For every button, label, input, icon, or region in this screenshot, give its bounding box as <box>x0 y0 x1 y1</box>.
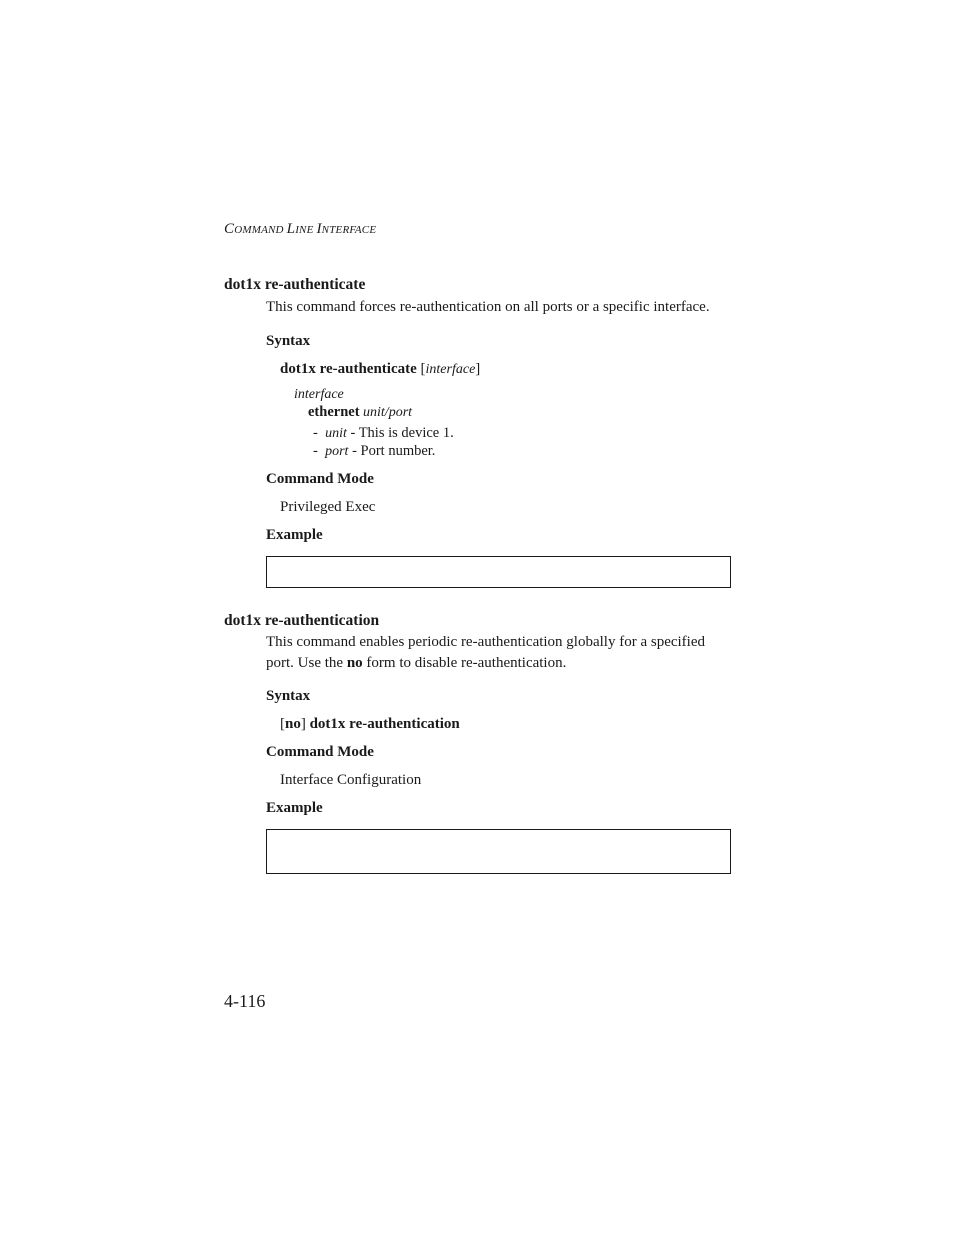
section1-mode-heading: Command Mode <box>266 471 374 487</box>
section1-param-item <box>313 443 435 460</box>
param-item-name: unit <box>325 426 347 441</box>
section1-example-box <box>266 556 731 588</box>
running-header-cap: I <box>316 221 322 237</box>
section2-description-part2: form to disable re-authentication. <box>362 655 567 671</box>
syntax-bracket-close: ] <box>300 716 310 732</box>
section1-param-item <box>313 425 454 442</box>
section2-description <box>266 632 736 674</box>
param-item-desc: - This is device 1. <box>346 425 454 441</box>
section2-syntax-no: no <box>285 716 301 732</box>
section2-syntax-command: dot1x re-authentication <box>309 716 460 732</box>
running-header-rest: OMMAND <box>234 224 287 236</box>
param-item-name: port <box>325 444 349 459</box>
section2-example-box <box>266 829 731 874</box>
section1-param-name: interface <box>294 387 344 402</box>
running-header <box>224 221 376 238</box>
section1-syntax-command: dot1x re-authenticate <box>280 361 417 377</box>
syntax-bracket-open: [ <box>416 361 426 377</box>
running-header-rest: INE <box>295 224 317 236</box>
list-dash: - <box>313 443 318 459</box>
section2-syntax-heading: Syntax <box>266 688 311 704</box>
section2-description-part1: This command enables periodic re-authentication globally for a specified port. Use the <box>266 634 706 671</box>
section1-syntax-heading: Syntax <box>266 333 311 349</box>
section1-param-keyword-arg: unit/port <box>359 405 413 420</box>
section2-syntax-line <box>280 716 460 733</box>
running-header-cap: L <box>286 221 296 237</box>
list-dash: - <box>313 425 318 441</box>
section1-param-keyword: ethernet <box>308 404 360 420</box>
section1-example-heading: Example <box>266 527 323 543</box>
running-header-cap: C <box>224 221 235 237</box>
section2-description-keyword: no <box>346 655 363 671</box>
section2-mode-value: Interface Configuration <box>280 772 422 788</box>
section2-mode-heading: Command Mode <box>266 744 374 760</box>
section1-param-keyword-line <box>308 404 412 421</box>
page-number: 4-116 <box>224 991 266 1011</box>
running-header-rest: NTERFACE <box>321 224 377 236</box>
syntax-bracket-open: [ <box>280 716 285 732</box>
section1-title: dot1x re-authenticate <box>224 276 366 293</box>
syntax-bracket-close: ] <box>475 361 481 377</box>
section2-example-heading: Example <box>266 800 323 816</box>
param-item-desc: - Port number. <box>348 443 436 459</box>
section1-syntax-line <box>280 361 480 378</box>
section1-syntax-param: interface <box>425 362 476 377</box>
section2-title: dot1x re-authentication <box>224 612 380 629</box>
section1-mode-value: Privileged Exec <box>280 499 376 515</box>
section1-description: This command forces re-authentication on all ports or a specific interface. <box>266 299 710 315</box>
